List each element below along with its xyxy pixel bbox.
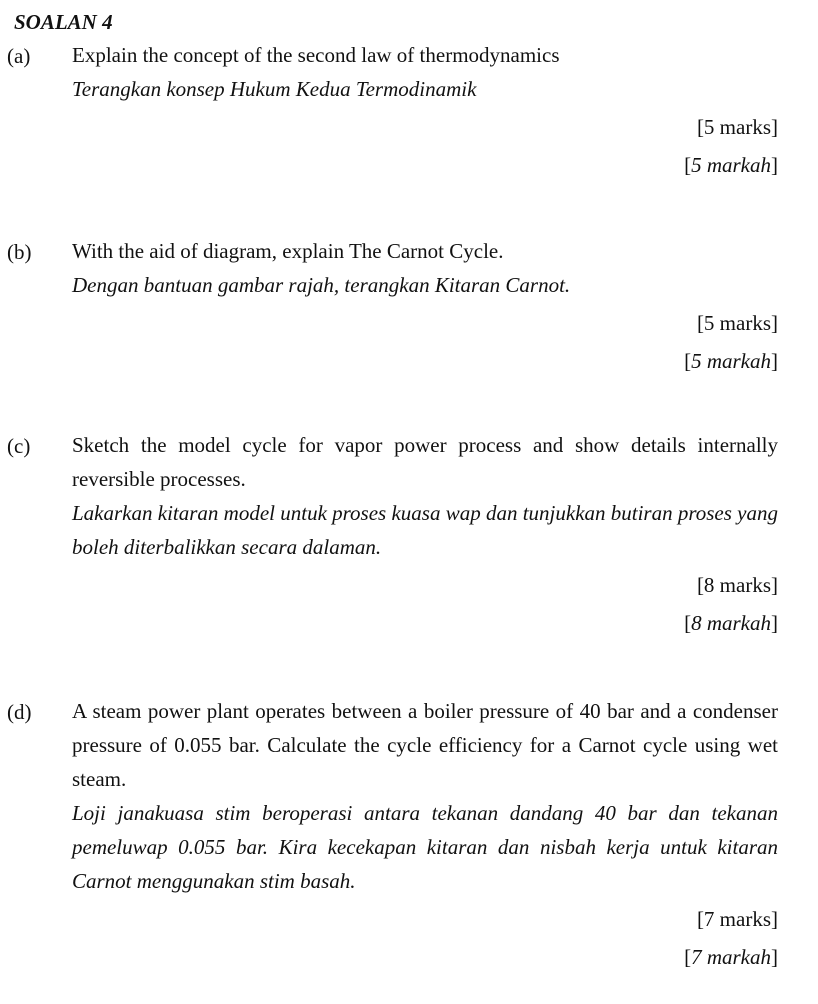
question-body <box>72 38 778 182</box>
question-text-malay: Terangkan konsep Hukum Kedua Termodinamik <box>72 77 477 101</box>
marks-english <box>72 306 778 340</box>
marks-malay-word: markah <box>706 153 771 177</box>
section-heading: SOALAN 4 <box>14 10 113 34</box>
question-label: (b) <box>7 240 32 264</box>
marks-english <box>72 110 778 144</box>
marks-english <box>72 902 778 936</box>
question-text-malay: Dengan bantuan gambar rajah, terangkan Kitaran Carnot. <box>72 273 571 297</box>
question-body <box>72 428 778 640</box>
marks-malay: [8 markah] <box>684 611 778 635</box>
marks-malay-word: markah <box>706 945 771 969</box>
question-label: (c) <box>7 434 31 458</box>
marks-malay: [5 markah] <box>684 349 778 373</box>
question-text-english: A steam power plant operates between a boiler pressure of 40 bar and a condenser pressure of 0.055 bar. Calculate the cycle efficiency for a Carnot cycle using wet steam. <box>72 699 778 791</box>
marks-malay-number: 7 <box>691 945 702 969</box>
marks-malay: [7 markah] <box>684 945 778 969</box>
marks-english-text: [5 marks] <box>696 115 778 139</box>
marks-malay-number: 8 <box>691 611 702 635</box>
marks-malay-number: 5 <box>691 349 702 373</box>
question-text-english: Explain the concept of the second law of thermodynamics <box>72 43 560 67</box>
marks-english-text: [5 marks] <box>696 311 778 335</box>
marks-malay-word: markah <box>706 349 771 373</box>
question-body <box>72 694 778 974</box>
marks-malay-word: markah <box>706 611 771 635</box>
question-text-english: With the aid of diagram, explain The Carnot Cycle. <box>72 239 504 263</box>
question-label: (d) <box>7 700 32 724</box>
marks-english-text: [8 marks] <box>696 573 778 597</box>
marks-malay-number: 5 <box>691 153 702 177</box>
question-text-english: Sketch the model cycle for vapor power process and show details internally reversible processes. <box>72 433 778 491</box>
question-text-malay: Lakarkan kitaran model untuk proses kuasa wap dan tunjukkan butiran proses yang boleh diterbalikkan secara dalaman. <box>72 501 778 559</box>
marks-english <box>72 568 778 602</box>
question-text-malay: Loji janakuasa stim beroperasi antara tekanan dandang 40 bar dan tekanan pemeluwap 0.055 bar. Kira kecekapan kitaran dan nisbah kerja untuk kitaran Carnot menggunakan stim basah. <box>72 801 778 893</box>
marks-english-text: [7 marks] <box>696 907 778 931</box>
question-body <box>72 234 778 378</box>
marks-malay: [5 markah] <box>684 153 778 177</box>
question-label: (a) <box>7 44 31 68</box>
